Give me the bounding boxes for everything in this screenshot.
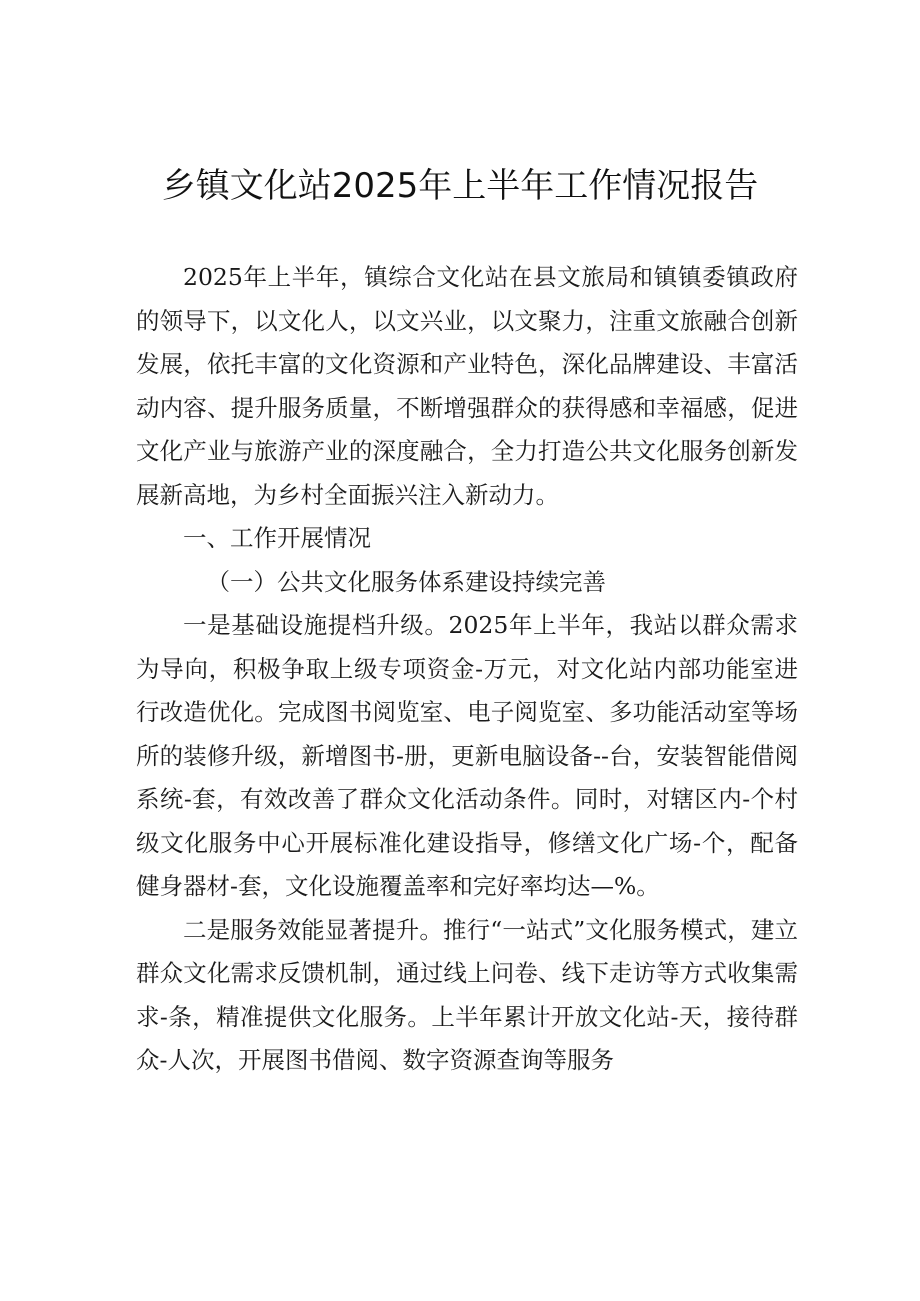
point-one-paragraph: 一是基础设施提档升级。2025年上半年，我站以群众需求为导向，积极争取上级专项资金-万元，对文化站内部功能室进行改造优化。完成图书阅览室、电子阅览室、多功能活动室等场所的装修升级，新增图书-册，更新电脑设备--台，安装智能借阅系统-套，有效改善了群众文化活动条件。同时，对辖区内-个村级文化服务中心开展标准化建设指导，修缮文化广场-个，配备健身器材-套，文化设施覆盖率和完好率均达—%。 bbox=[136, 611, 798, 900]
intro-paragraph: 2025年上半年，镇综合文化站在县文旅局和镇镇委镇政府的领导下，以文化人，以文兴业，以文聚力，注重文旅融合创新发展，依托丰富的文化资源和产业特色，深化品牌建设、丰富活动内容、提升服务质量，不断增强群众的获得感和幸福感，促进文化产业与旅游产业的深度融合，全力打造公共文化服务创新发展新高地，为乡村全面振兴注入新动力。 bbox=[136, 263, 798, 509]
subsection-heading: （一）公共文化服务体系建设持续完善 bbox=[206, 567, 606, 596]
document-body bbox=[136, 256, 798, 1083]
document-title: 乡镇文化站2025年上半年工作情况报告 bbox=[161, 166, 759, 206]
point-two-paragraph: 二是服务效能显著提升。推行“一站式”文化服务模式，建立群众文化需求反馈机制，通过线上问卷、线下走访等方式收集需求-条，精准提供文化服务。上半年累计开放文化站-天，接待群众-人次，开展图书借阅、数字资源查询等服务 bbox=[136, 915, 798, 1074]
section-heading: 一、工作开展情况 bbox=[183, 524, 371, 552]
